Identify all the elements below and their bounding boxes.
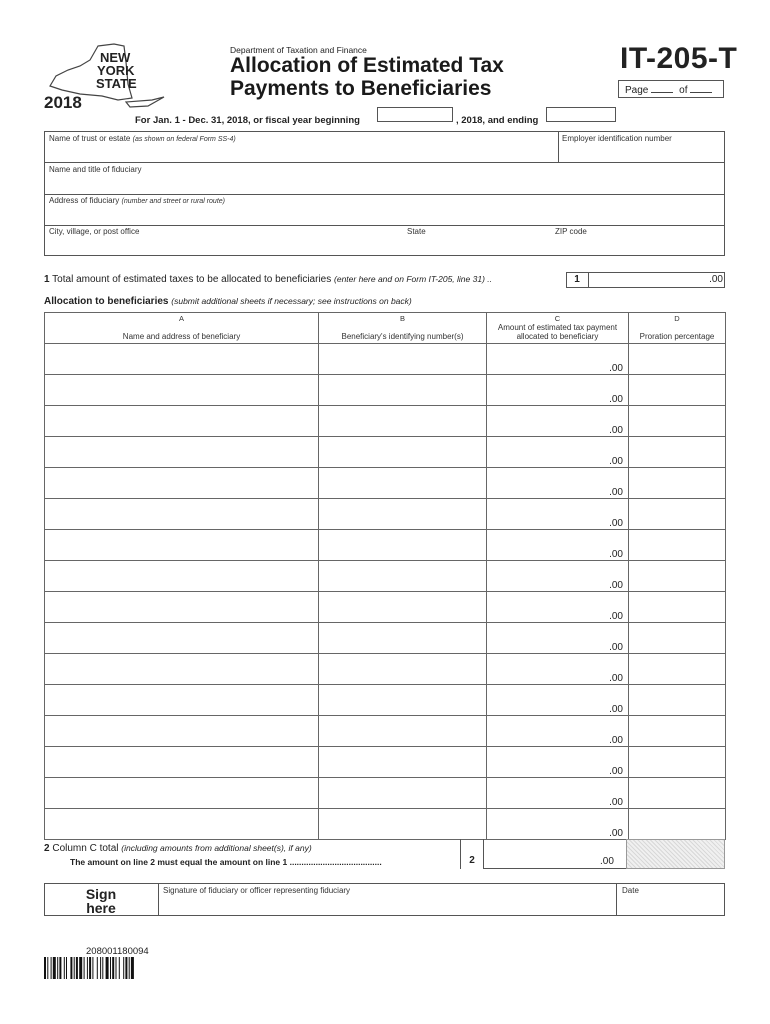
table-row [45, 778, 726, 809]
trust-name-field[interactable] [49, 134, 236, 143]
column-c-header [487, 313, 629, 344]
fiscal-end-field[interactable] [546, 107, 616, 122]
proration-cell[interactable] [629, 561, 726, 592]
beneficiary-id-cell[interactable] [319, 406, 487, 437]
proration-cell[interactable] [629, 623, 726, 654]
fiduciary-name-field[interactable] [49, 165, 142, 174]
proration-cell[interactable] [629, 344, 726, 375]
fiscal-begin-field[interactable] [377, 107, 453, 122]
column-c-title-line1: Amount of estimated tax payment [497, 323, 618, 332]
line1-amount-field[interactable] [566, 272, 725, 288]
line1-label: Total amount of estimated taxes to be allocated to beneficiaries [52, 274, 332, 285]
beneficiary-name-cell[interactable] [45, 809, 319, 840]
allocated-amount-cell[interactable] [487, 747, 629, 778]
state-name-line2: YORK [97, 63, 135, 78]
allocated-amount-cell[interactable] [487, 592, 629, 623]
allocation-note: (submit additional sheets if necessary; see instructions on back) [171, 296, 412, 306]
city-label: City, village, or post office [49, 227, 140, 236]
allocated-amount-cell[interactable] [487, 437, 629, 468]
amount-cents: .00 [609, 766, 623, 777]
column-a-letter: A [178, 314, 184, 323]
amount-cents: .00 [609, 487, 623, 498]
ein-field[interactable] [562, 134, 672, 143]
amount-cents: .00 [609, 456, 623, 467]
amount-cents: .00 [609, 735, 623, 746]
amount-cents: .00 [609, 611, 623, 622]
line2-box-number: 2 [460, 839, 484, 869]
barcode-bar [131, 957, 134, 979]
table-row [45, 561, 726, 592]
sign-label-line2: here [86, 900, 116, 916]
beneficiary-id-cell[interactable] [319, 809, 487, 840]
fiscal-year-end-label: , 2018, and ending [456, 115, 539, 126]
amount-cents: .00 [609, 580, 623, 591]
line2-label: Column C total [52, 843, 119, 854]
ny-state-outline-icon [40, 40, 180, 120]
amount-cents: .00 [609, 828, 623, 839]
line2-note: (including amounts from additional sheet(s), if any) [121, 843, 312, 853]
column-a-header [45, 313, 319, 344]
allocated-amount-cell[interactable] [487, 375, 629, 406]
column-a-title: Name and address of beneficiary [122, 332, 241, 341]
beneficiary-name-cell[interactable] [45, 499, 319, 530]
of-label: of [679, 85, 688, 96]
proration-cell[interactable] [629, 406, 726, 437]
taxpayer-info-grid [44, 131, 725, 256]
column-d-title: Proration percentage [639, 332, 715, 341]
beneficiary-id-cell[interactable] [319, 375, 487, 406]
beneficiary-id-cell[interactable] [319, 716, 487, 747]
fiscal-year-begin-label: For Jan. 1 - Dec. 31, 2018, or fiscal year beginning [135, 115, 360, 126]
barcode-bar [125, 957, 127, 979]
column-c-title-line2: allocated to beneficiary [516, 332, 599, 341]
allocated-amount-cell[interactable] [487, 716, 629, 747]
allocated-amount-cell[interactable] [487, 530, 629, 561]
line1-box-number: 1 [566, 272, 589, 288]
barcode-bar [119, 957, 120, 979]
barcode-bar [51, 957, 52, 979]
barcode-bar [76, 957, 78, 979]
amount-cents: .00 [609, 425, 623, 436]
zip-field[interactable] [555, 227, 587, 236]
barcode-bar [87, 957, 88, 979]
beneficiary-name-cell[interactable] [45, 561, 319, 592]
beneficiary-name-cell[interactable] [45, 437, 319, 468]
allocation-title: Allocation to beneficiaries [44, 296, 169, 307]
amount-cents: .00 [609, 363, 623, 374]
beneficiary-name-cell[interactable] [45, 654, 319, 685]
proration-cell[interactable] [629, 716, 726, 747]
beneficiary-id-cell[interactable] [319, 530, 487, 561]
date-field[interactable] [622, 886, 639, 895]
barcode-bar [66, 957, 67, 979]
barcode-bar [129, 957, 130, 979]
barcode-bar [79, 957, 82, 979]
barcode-bar [57, 957, 58, 979]
proration-cell[interactable] [629, 809, 726, 840]
proration-cell[interactable] [629, 437, 726, 468]
barcode-bar [53, 957, 56, 979]
column-b-header [319, 313, 487, 344]
table-row [45, 499, 726, 530]
sign-label-line1: Sign [85, 886, 117, 902]
trust-name-note: (as shown on federal Form SS-4) [132, 136, 236, 143]
column-c-letter: C [554, 314, 561, 323]
ein-label: Employer identification number [562, 134, 672, 143]
table-row [45, 437, 726, 468]
state-label: State [407, 227, 426, 236]
sign-here-label [44, 885, 158, 917]
column-b-title: Beneficiary's identifying number(s) [341, 332, 464, 341]
page-label: Page [625, 85, 649, 96]
barcode-bar [47, 957, 48, 979]
allocation-table [44, 312, 726, 840]
proration-cell[interactable] [629, 530, 726, 561]
barcode-bar [116, 957, 117, 979]
state-name-line3: STATE [96, 76, 137, 91]
allocated-amount-cell[interactable] [487, 406, 629, 437]
line1-cents: .00 [709, 274, 723, 285]
form-year: 2018 [44, 93, 82, 112]
fiduciary-address-note: (number and street or rural route) [121, 198, 225, 205]
allocated-amount-cell[interactable] [487, 778, 629, 809]
allocated-amount-cell[interactable] [487, 654, 629, 685]
barcode-bar [100, 957, 101, 979]
beneficiary-name-cell[interactable] [45, 623, 319, 654]
beneficiary-name-cell[interactable] [45, 592, 319, 623]
barcode-bar [44, 957, 46, 979]
form-title-line1: Allocation of Estimated Tax [230, 54, 504, 77]
beneficiary-id-cell[interactable] [319, 437, 487, 468]
table-row [45, 468, 726, 499]
beneficiary-name-cell[interactable] [45, 716, 319, 747]
line1-text [44, 274, 492, 285]
allocated-amount-cell[interactable] [487, 623, 629, 654]
column-b-letter: B [399, 314, 405, 323]
fiduciary-address-field[interactable] [49, 196, 225, 205]
trust-name-label: Name of trust or estate [49, 134, 131, 143]
proration-cell[interactable] [629, 778, 726, 809]
table-header-row [45, 313, 726, 344]
page-of-box [618, 80, 724, 98]
beneficiary-id-cell[interactable] [319, 344, 487, 375]
barcode-bar [84, 957, 85, 979]
barcode-bar [112, 957, 114, 979]
table-row [45, 654, 726, 685]
proration-cell[interactable] [629, 654, 726, 685]
proration-cell[interactable] [629, 747, 726, 778]
barcode-icon [44, 957, 194, 979]
beneficiary-id-cell[interactable] [319, 468, 487, 499]
beneficiary-name-cell[interactable] [45, 406, 319, 437]
state-name-line1: NEW [100, 50, 131, 65]
proration-cell[interactable] [629, 499, 726, 530]
proration-cell[interactable] [629, 375, 726, 406]
line1-note: (enter here and on Form IT-205, line 31) .. [334, 274, 492, 284]
beneficiary-id-cell[interactable] [319, 778, 487, 809]
barcode-bar [74, 957, 75, 979]
nys-logo [40, 40, 180, 120]
column-d-letter: D [674, 314, 680, 323]
table-row [45, 344, 726, 375]
form-title-line2: Payments to Beneficiaries [230, 77, 492, 100]
barcode-bar [92, 957, 93, 979]
page-number-field[interactable] [651, 84, 673, 93]
barcode-bar [123, 957, 124, 979]
line2-instruction: The amount on line 2 must equal the amount on line 1 ....................................... [70, 857, 382, 867]
beneficiary-name-cell[interactable] [45, 344, 319, 375]
allocation-rows [45, 344, 726, 840]
beneficiary-name-cell[interactable] [45, 685, 319, 716]
date-label: Date [622, 886, 639, 895]
allocated-amount-cell[interactable] [487, 499, 629, 530]
fiduciary-address-label: Address of fiduciary [49, 196, 120, 205]
zip-label: ZIP code [555, 227, 587, 236]
allocated-amount-cell[interactable] [487, 468, 629, 499]
column-c-title [487, 323, 628, 341]
beneficiary-id-cell[interactable] [319, 685, 487, 716]
line2-shaded-cell [626, 839, 725, 869]
beneficiary-id-cell[interactable] [319, 747, 487, 778]
line2-cents: .00 [600, 856, 614, 867]
table-row [45, 530, 726, 561]
allocated-amount-cell[interactable] [487, 809, 629, 840]
table-row [45, 716, 726, 747]
allocated-amount-cell[interactable] [487, 685, 629, 716]
amount-cents: .00 [609, 704, 623, 715]
signature-label: Signature of fiduciary or officer representing fiduciary [163, 886, 351, 895]
table-row [45, 809, 726, 840]
table-row [45, 623, 726, 654]
beneficiary-name-cell[interactable] [45, 778, 319, 809]
state-field[interactable] [407, 227, 426, 236]
amount-cents: .00 [609, 673, 623, 684]
barcode-bar [70, 957, 72, 979]
beneficiary-id-cell[interactable] [319, 623, 487, 654]
form-number: IT-205-T [620, 42, 738, 75]
signature-field[interactable] [163, 886, 350, 895]
barcode-bar [110, 957, 111, 979]
barcode-number: 208001180094 [86, 946, 149, 957]
amount-cents: .00 [609, 518, 623, 529]
department-name: Department of Taxation and Finance [230, 45, 367, 55]
beneficiary-name-cell[interactable] [45, 468, 319, 499]
beneficiary-id-cell[interactable] [319, 499, 487, 530]
table-row [45, 375, 726, 406]
beneficiary-name-cell[interactable] [45, 375, 319, 406]
column-d-header [629, 313, 726, 344]
beneficiary-id-cell[interactable] [319, 654, 487, 685]
allocation-heading [44, 296, 412, 307]
city-field[interactable] [49, 227, 139, 236]
amount-cents: .00 [609, 797, 623, 808]
beneficiary-name-cell[interactable] [45, 530, 319, 561]
barcode-bar [64, 957, 65, 979]
table-row [45, 592, 726, 623]
line1-number: 1 [44, 274, 50, 285]
beneficiary-id-cell[interactable] [319, 561, 487, 592]
barcode-bar [106, 957, 109, 979]
line2-number: 2 [44, 843, 50, 854]
page-total-field[interactable] [690, 84, 712, 93]
proration-cell[interactable] [629, 685, 726, 716]
allocated-amount-cell[interactable] [487, 344, 629, 375]
beneficiary-id-cell[interactable] [319, 592, 487, 623]
fiduciary-name-label: Name and title of fiduciary [49, 165, 142, 174]
barcode-bar [59, 957, 61, 979]
barcode-bar [89, 957, 91, 979]
amount-cents: .00 [609, 642, 623, 653]
amount-cents: .00 [609, 394, 623, 405]
form-title [230, 54, 504, 100]
allocated-amount-cell[interactable] [487, 561, 629, 592]
amount-cents: .00 [609, 549, 623, 560]
barcode-bar [97, 957, 98, 979]
beneficiary-name-cell[interactable] [45, 747, 319, 778]
proration-cell[interactable] [629, 592, 726, 623]
table-row [45, 747, 726, 778]
table-row [45, 685, 726, 716]
table-row [45, 406, 726, 437]
barcode-bar [102, 957, 103, 979]
proration-cell[interactable] [629, 468, 726, 499]
line2-text [44, 843, 312, 854]
